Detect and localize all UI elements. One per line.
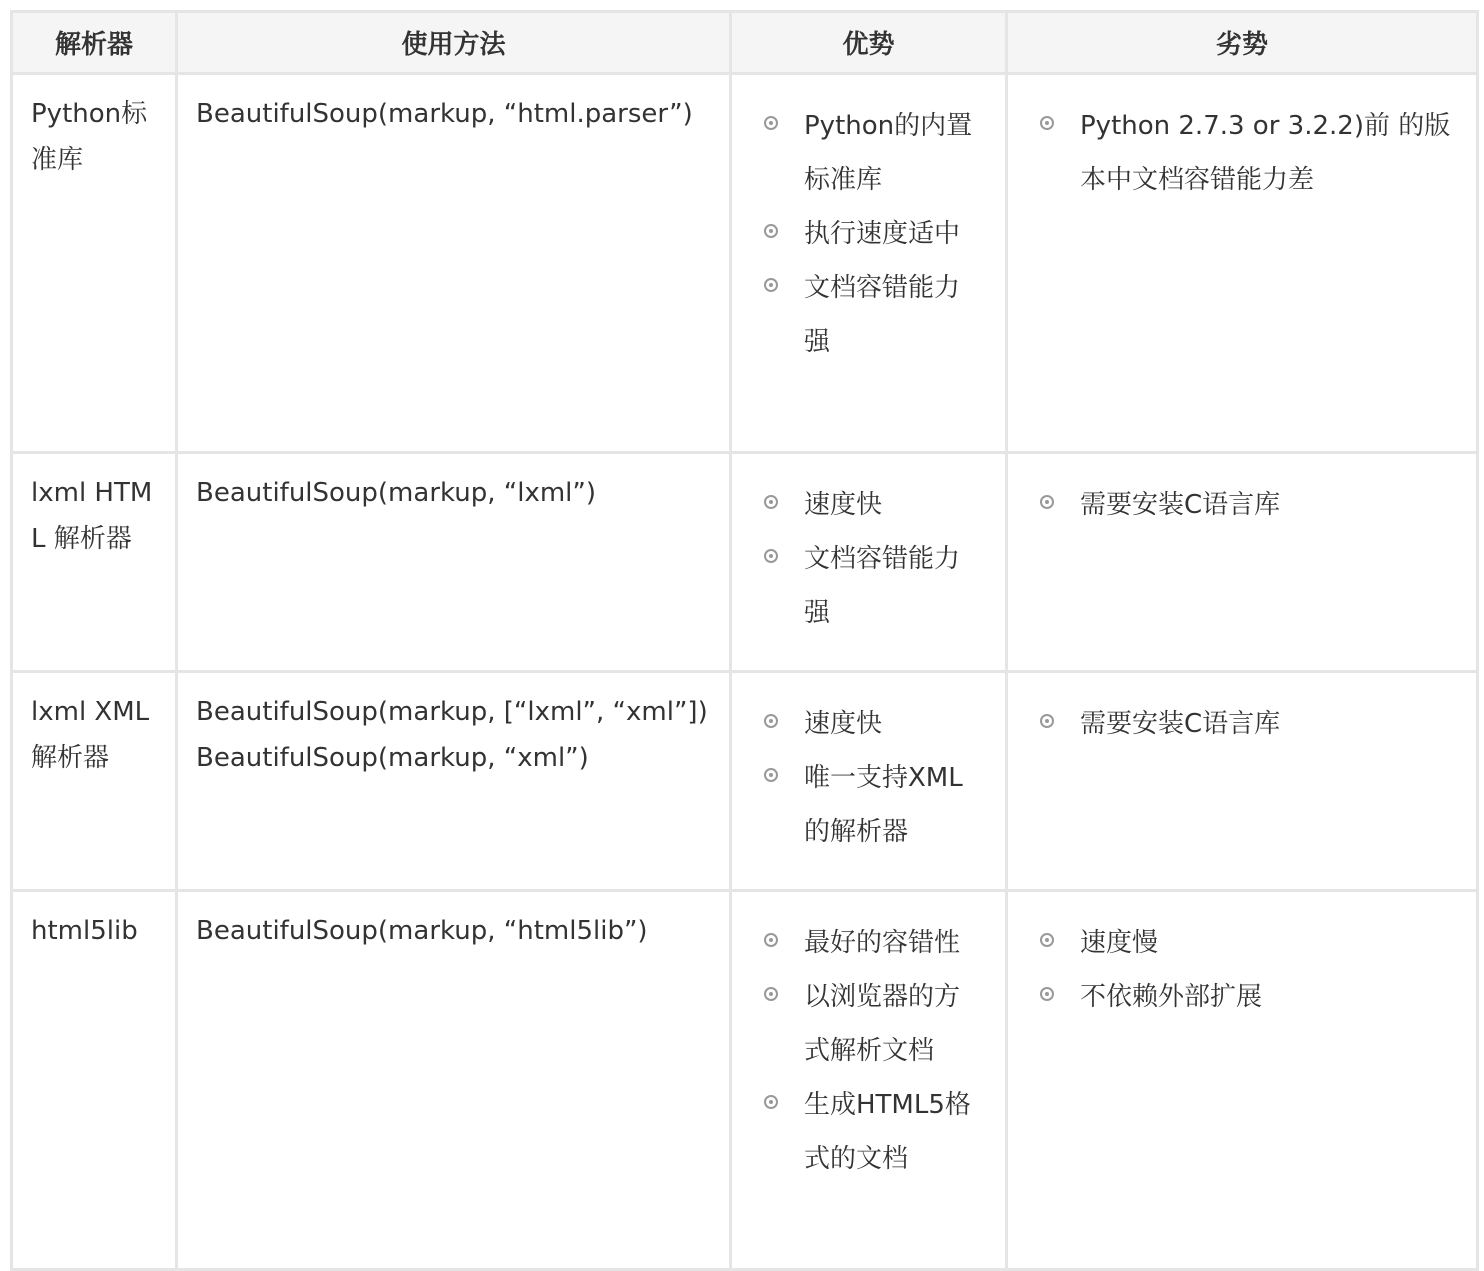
list-item-text: 以浏览器的方式解析文档 [804, 982, 961, 1066]
header-cons: 劣势 [1007, 12, 1478, 74]
parser-comparison-table [10, 10, 1479, 1271]
cell-cons [1007, 453, 1478, 672]
cons-list [1080, 99, 1456, 207]
circle-dot-icon [764, 549, 778, 563]
table-row [12, 672, 1478, 891]
list-item-text: 速度快 [804, 709, 883, 739]
list-item-text: 生成HTML5格式的文档 [804, 1090, 971, 1174]
circle-dot-icon [764, 933, 778, 947]
list-item [804, 916, 985, 970]
cell-parser: lxml XML 解析器 [12, 672, 177, 891]
circle-dot-icon [764, 987, 778, 1001]
list-item [1080, 970, 1456, 1024]
circle-dot-icon [764, 495, 778, 509]
cell-parser: Python标准库 [12, 74, 177, 453]
circle-dot-icon [764, 1095, 778, 1109]
cell-usage: BeautifulSoup(markup, “html.parser”) [177, 74, 731, 453]
pros-list [804, 478, 985, 640]
cell-pros [731, 672, 1007, 891]
list-item [804, 697, 985, 751]
cons-list [1080, 697, 1456, 751]
cell-parser: html5lib [12, 891, 177, 1270]
list-item [804, 261, 985, 369]
list-item [804, 99, 985, 207]
list-item-text: 不依赖外部扩展 [1080, 982, 1263, 1012]
list-item [804, 478, 985, 532]
cell-usage: BeautifulSoup(markup, “lxml”) [177, 453, 731, 672]
list-item-text: 文档容错能力强 [804, 544, 961, 628]
cell-usage: BeautifulSoup(markup, [“lxml”, “xml”])BeautifulSoup(markup, “xml”) [177, 672, 731, 891]
pros-list [804, 916, 985, 1186]
list-item [804, 1078, 985, 1186]
table-row [12, 453, 1478, 672]
circle-dot-icon [764, 224, 778, 238]
list-item [804, 751, 985, 859]
cell-cons [1007, 891, 1478, 1270]
cell-cons [1007, 74, 1478, 453]
pros-list [804, 697, 985, 859]
circle-dot-icon [764, 116, 778, 130]
list-item [804, 532, 985, 640]
circle-dot-icon [1040, 987, 1054, 1001]
cell-pros [731, 891, 1007, 1270]
header-pros: 优势 [731, 12, 1007, 74]
cell-cons [1007, 672, 1478, 891]
list-item-text: Python 2.7.3 or 3.2.2)前 的版本中文档容错能力差 [1080, 111, 1451, 195]
cons-list [1080, 478, 1456, 532]
list-item [1080, 99, 1456, 207]
table-header-row [12, 12, 1478, 74]
circle-dot-icon [1040, 116, 1054, 130]
list-item-text: 速度快 [804, 490, 883, 520]
circle-dot-icon [764, 278, 778, 292]
cons-list [1080, 916, 1456, 1024]
cell-parser: lxml HTML 解析器 [12, 453, 177, 672]
table-row [12, 74, 1478, 453]
list-item-text: 唯一支持XML的解析器 [804, 763, 963, 847]
cell-usage: BeautifulSoup(markup, “html5lib”) [177, 891, 731, 1270]
table-row [12, 891, 1478, 1270]
circle-dot-icon [764, 714, 778, 728]
cell-pros [731, 74, 1007, 453]
list-item [1080, 478, 1456, 532]
list-item-text: Python的内置标准库 [804, 111, 973, 195]
list-item-text: 文档容错能力强 [804, 273, 961, 357]
list-item [804, 207, 985, 261]
list-item-text: 最好的容错性 [804, 928, 961, 958]
parser-comparison-table-wrapper [10, 10, 1476, 1271]
list-item-text: 执行速度适中 [804, 219, 961, 249]
list-item [1080, 697, 1456, 751]
circle-dot-icon [1040, 495, 1054, 509]
circle-dot-icon [764, 768, 778, 782]
list-item-text: 速度慢 [1080, 928, 1159, 958]
list-item-text: 需要安装C语言库 [1080, 490, 1281, 520]
circle-dot-icon [1040, 933, 1054, 947]
list-item-text: 需要安装C语言库 [1080, 709, 1281, 739]
header-usage: 使用方法 [177, 12, 731, 74]
circle-dot-icon [1040, 714, 1054, 728]
cell-pros [731, 453, 1007, 672]
pros-list [804, 99, 985, 369]
header-parser: 解析器 [12, 12, 177, 74]
list-item [1080, 916, 1456, 970]
list-item [804, 970, 985, 1078]
